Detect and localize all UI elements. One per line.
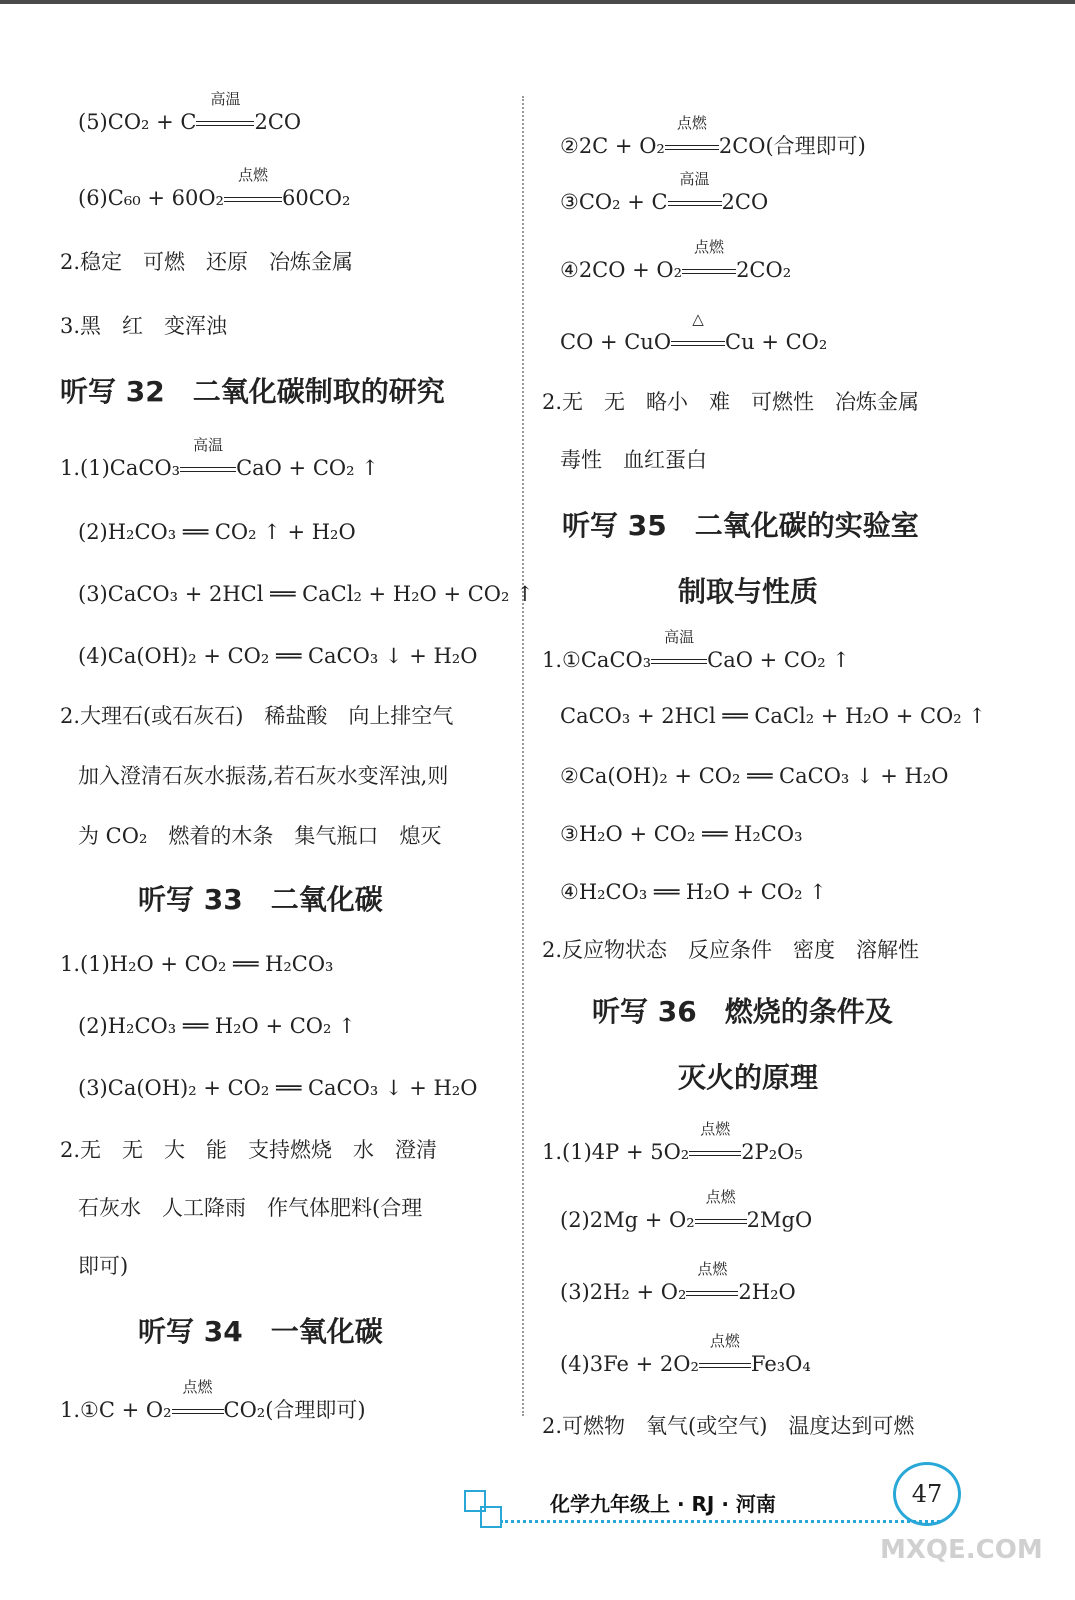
answer-line: 2.大理石(或石灰石) 稀盐酸 向上排空气 [60,704,454,728]
equation-line: 1.(1)H₂O + CO₂ ══ H₂CO₃ [60,952,334,976]
section-heading: 听写 34 一氧化碳 [138,1315,383,1348]
section-heading: 听写 33 二氧化碳 [138,883,383,916]
answer-line: 毒性 血红蛋白 [560,448,707,472]
top-border [0,0,1075,4]
equation-line: ②Ca(OH)₂ + CO₂ ══ CaCO₃ ↓ + H₂O [560,764,949,788]
equation-line: ③H₂O + CO₂ ══ H₂CO₃ [560,822,803,846]
section-heading: 听写 36 燃烧的条件及 [592,995,893,1028]
equation-line: (3)CaCO₃ + 2HCl ══ CaCl₂ + H₂O + CO₂ ↑ [78,582,534,606]
equation-line: (4)Ca(OH)₂ + CO₂ ══ CaCO₃ ↓ + H₂O [78,644,478,668]
equation-line: ②2C + O₂ 点燃 2CO(合理即可) [560,114,866,158]
section-heading: 灭火的原理 [678,1061,819,1094]
equation-line: 1.(1)CaCO₃ 高温 CaO + CO₂ ↑ [60,436,379,480]
equation-line: CaCO₃ + 2HCl ══ CaCl₂ + H₂O + CO₂ ↑ [560,704,986,728]
equation-line: ④2CO + O₂ 点燃 2CO₂ [560,238,792,282]
answer-line: 即可) [78,1254,129,1278]
answer-line: 石灰水 人工降雨 作气体肥料(合理 [78,1196,423,1220]
section-heading: 听写 32 二氧化碳制取的研究 [60,375,445,408]
equation-line: (3)2H₂ + O₂ 点燃 2H₂O [560,1260,796,1304]
section-heading: 听写 35 二氧化碳的实验室 [562,509,919,542]
equation-line: CO + CuO △ Cu + CO₂ [560,310,828,354]
answer-line: 加入澄清石灰水振荡,若石灰水变浑浊,则 [78,764,449,788]
watermark: MXQE.COM [880,1535,1043,1565]
book-title: 化学九年级上 · RJ · 河南 [550,1492,776,1516]
decorative-square [480,1506,502,1528]
answer-line: 3.黑 红 变浑浊 [60,314,228,338]
dotted-rule [500,1520,940,1523]
equation-line: ④H₂CO₃ ══ H₂O + CO₂ ↑ [560,880,827,904]
answer-line: 2.反应物状态 反应条件 密度 溶解性 [542,938,920,962]
answer-line: 为 CO₂ 燃着的木条 集气瓶口 熄灭 [78,824,442,848]
equation-line: (3)Ca(OH)₂ + CO₂ ══ CaCO₃ ↓ + H₂O [78,1076,478,1100]
equation-line: 1.(1)4P + 5O₂ 点燃 2P₂O₅ [542,1120,803,1164]
equation-line: (6)C₆₀ + 60O₂ 点燃 60CO₂ [78,166,351,210]
column-divider [522,96,524,1416]
page-number: 47 [893,1462,961,1526]
answer-line: 2.无 无 大 能 支持燃烧 水 澄清 [60,1138,438,1162]
section-heading: 制取与性质 [678,575,819,608]
equation-line: (4)3Fe + 2O₂ 点燃 Fe₃O₄ [560,1332,811,1376]
equation-line: 1.①CaCO₃ 高温 CaO + CO₂ ↑ [542,628,850,672]
equation-line: (2)2Mg + O₂ 点燃 2MgO [560,1188,813,1232]
equation-line: (2)H₂CO₃ ══ H₂O + CO₂ ↑ [78,1014,356,1038]
equation-line: (2)H₂CO₃ ══ CO₂ ↑ + H₂O [78,520,356,544]
equation-line: (5)CO₂ + C 高温 2CO [78,90,302,134]
answer-line: 2.可燃物 氧气(或空气) 温度达到可燃 [542,1414,915,1438]
answer-line: 2.无 无 略小 难 可燃性 冶炼金属 [542,390,920,414]
equation-line: 1.①C + O₂ 点燃 CO₂(合理即可) [60,1378,366,1422]
equation-line: ③CO₂ + C 高温 2CO [560,170,769,214]
answer-line: 2.稳定 可燃 还原 冶炼金属 [60,250,354,274]
